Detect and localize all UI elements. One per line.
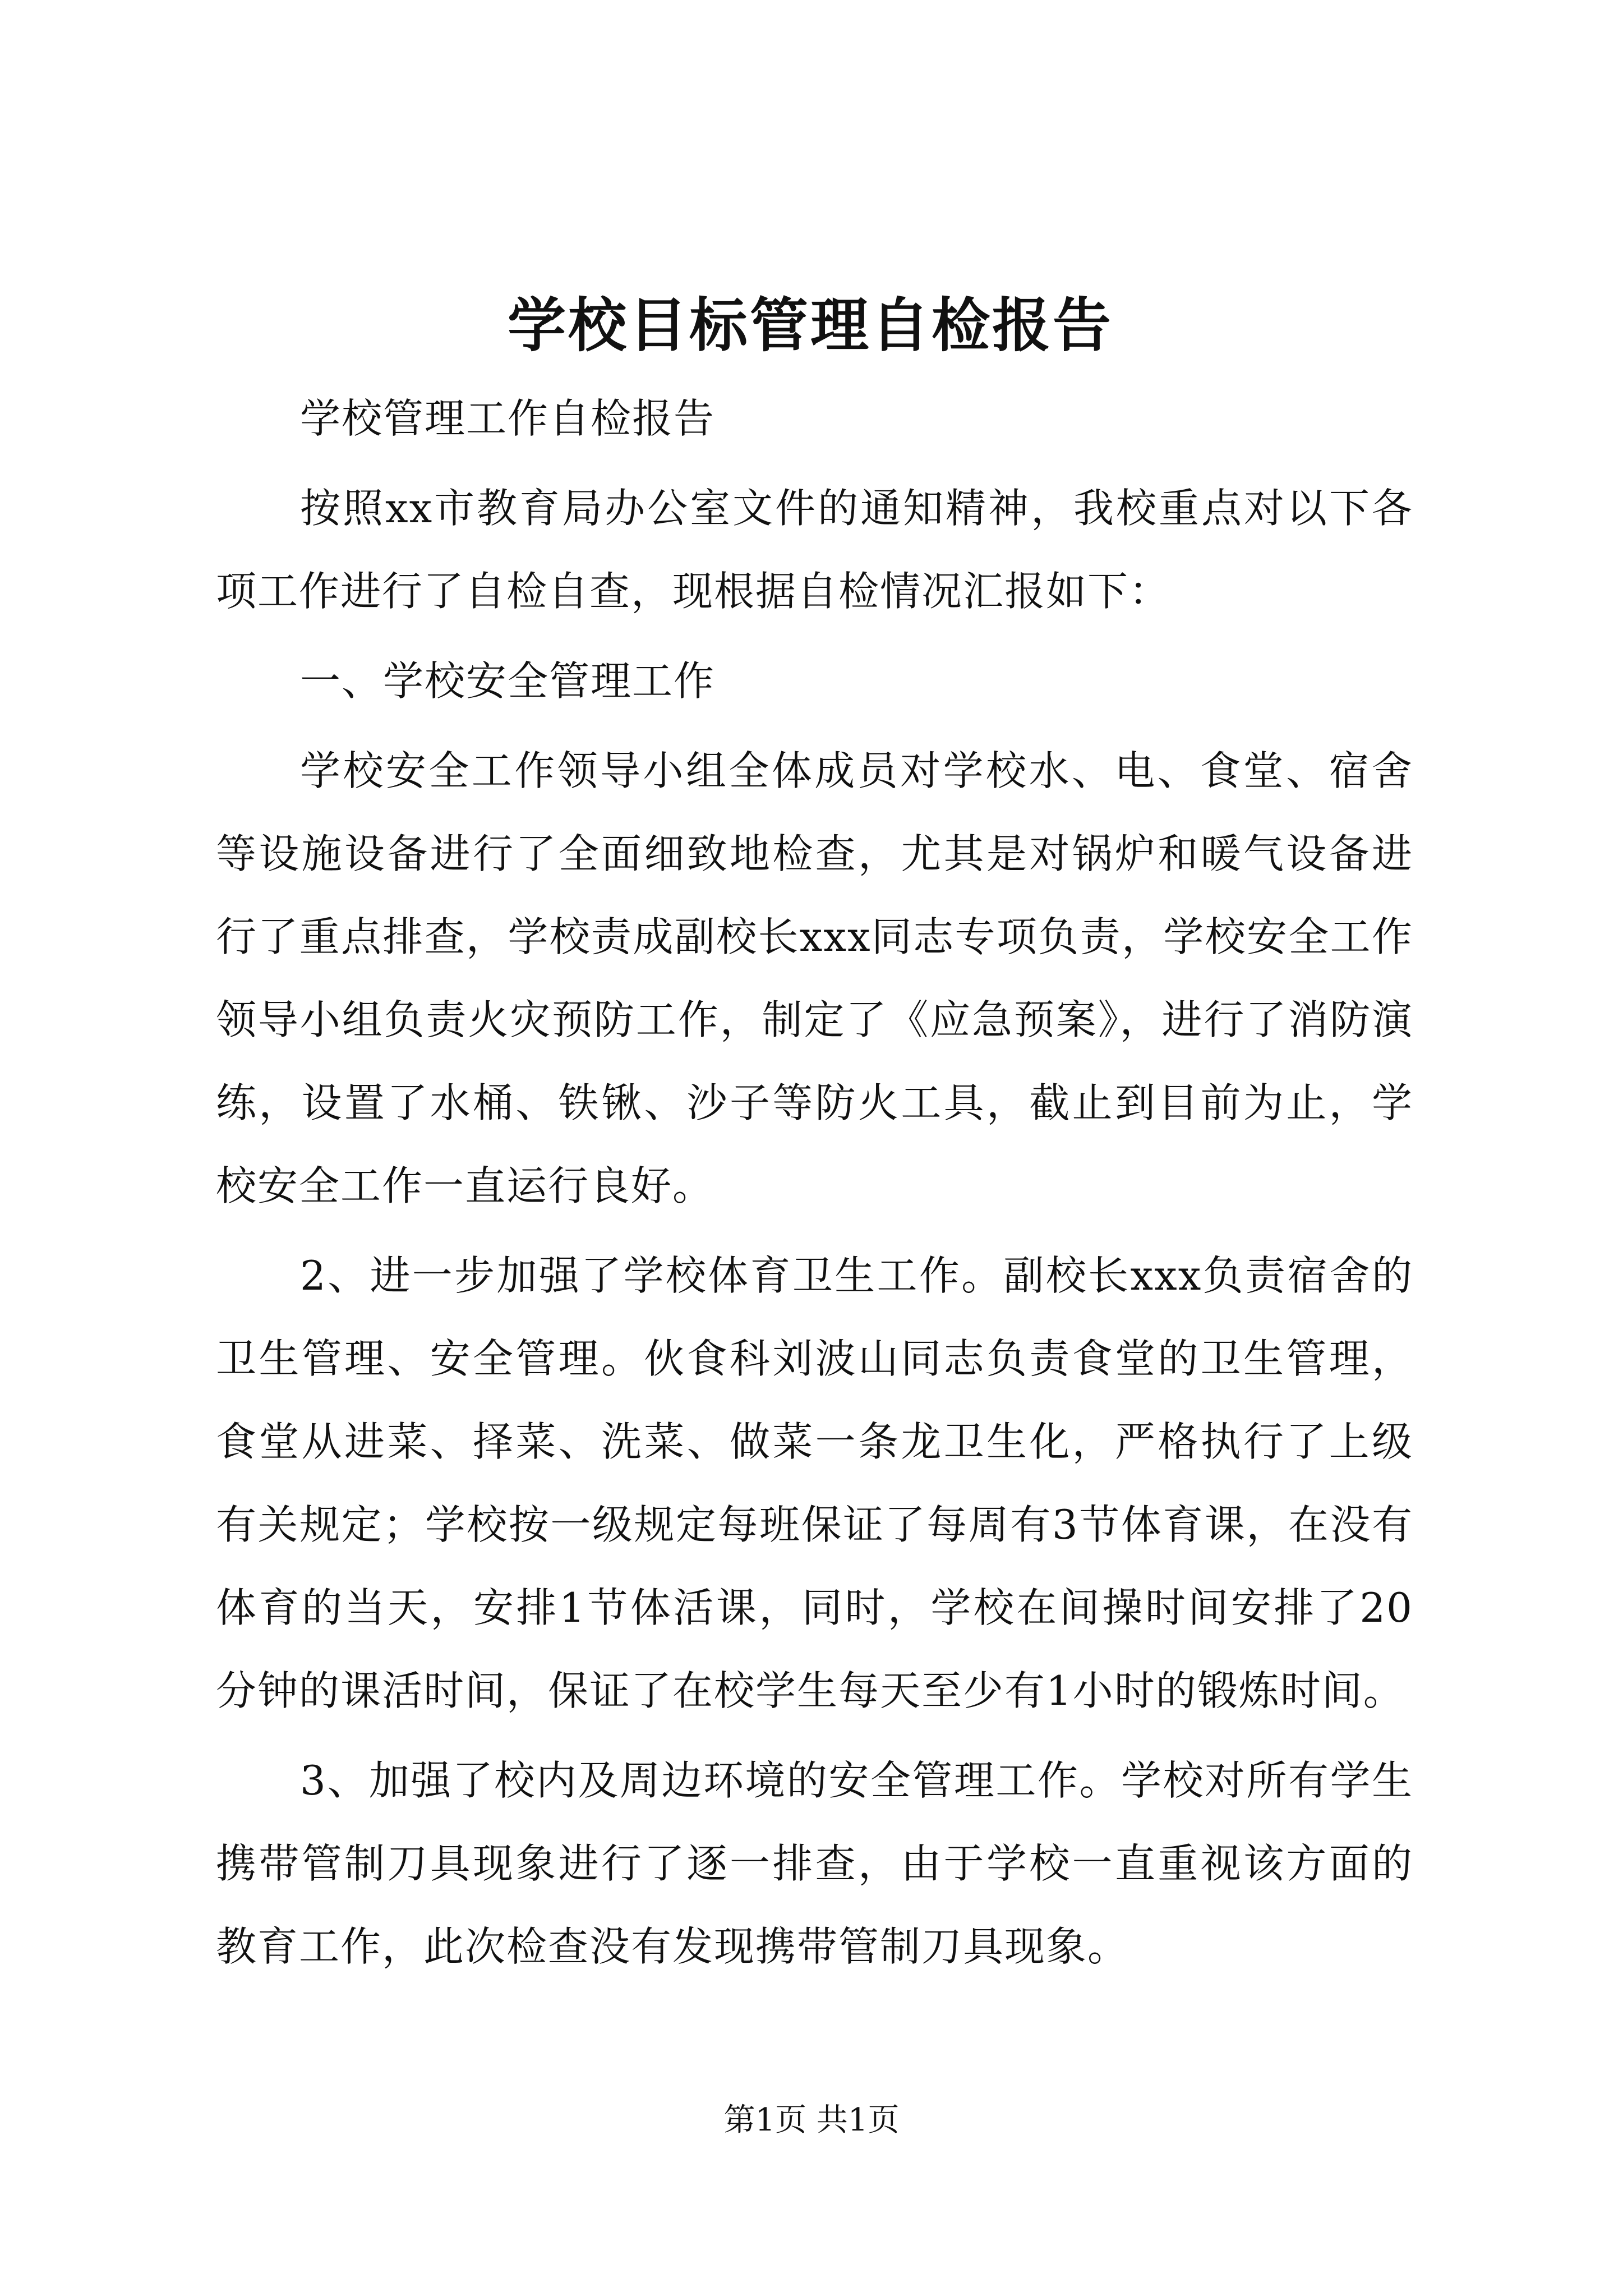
- document-title: 学校目标管理自检报告: [507, 291, 1113, 360]
- paragraph-subtitle: 学校管理工作自检报告: [300, 395, 716, 442]
- page-footer: 第1页 共1页: [723, 2102, 900, 2138]
- section-heading-safety: 一、学校安全管理工作: [300, 657, 716, 705]
- document-body: [216, 377, 1413, 1995]
- paragraph-environment: 3、加强了校内及周边环境的安全管理工作。学校对所有学生携带管制刀具现象进行了逐一排查，由于学校一直重视该方面的教育工作，此次检查没有发现携带管制刀具现象。: [216, 1757, 1413, 1970]
- paragraph-intro: 按照xx市教育局办公室文件的通知精神，我校重点对以下各项工作进行了自检自查，现根据自检情况汇报如下：: [216, 485, 1413, 615]
- paragraph-safety: 学校安全工作领导小组全体成员对学校水、电、食堂、宿舍等设施设备进行了全面细致地检查，尤其是对锅炉和暖气设备进行了重点排查，学校责成副校长xxx同志专项负责，学校安全工作领导小组负责火灾预防工作，制定了《应急预案》，进行了消防演练，设置了水桶、铁锹、沙子等防火工具，截止到目前为止，学校安全工作一直运行良好。: [216, 747, 1413, 1209]
- paragraph-health: 2、进一步加强了学校体育卫生工作。副校长xxx负责宿舍的卫生管理、安全管理。伙食科刘波山同志负责食堂的卫生管理，食堂从进菜、择菜、洗菜、做菜一条龙卫生化，严格执行了上级有关规定；学校按一级规定每班保证了每周有3节体育课，在没有体育的当天，安排1节体活课，同时，学校在间操时间安排了20分钟的课活时间，保证了在校学生每天至少有1小时的锻炼时间。: [216, 1252, 1413, 1714]
